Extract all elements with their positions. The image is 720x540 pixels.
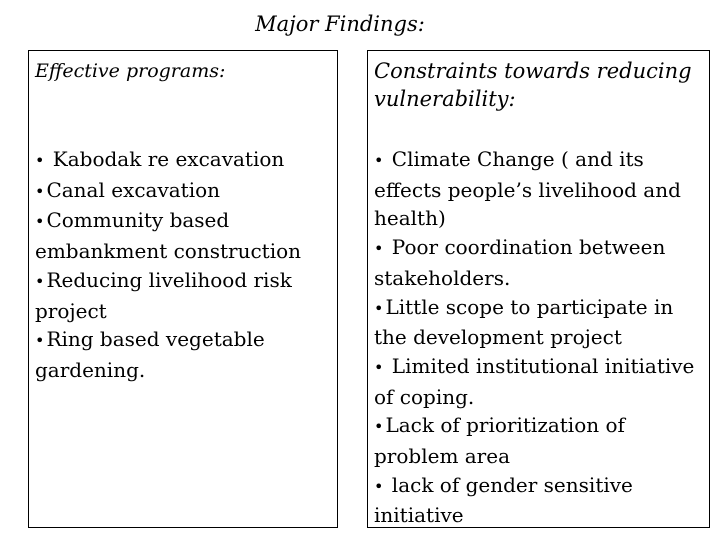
bullet-icon: • <box>35 331 45 351</box>
bullet-icon: • <box>374 239 384 259</box>
bullet-icon: • <box>35 212 45 232</box>
bullet-icon: • <box>374 151 384 170</box>
effective-programs-list <box>35 145 331 385</box>
bullet-icon: • <box>35 181 45 201</box>
list-item: • Limited institutional initiative of coping. <box>374 353 695 409</box>
list-item: • Climate Change ( and its effects people’s livelihood and health) <box>374 147 681 231</box>
bullet-icon: • <box>374 476 384 496</box>
constraints-panel <box>367 50 710 528</box>
list-item: • Poor coordination between stakeholders. <box>374 235 666 290</box>
bullet-icon: • <box>35 151 45 170</box>
list-item: • Little scope to participate in the development project <box>374 294 674 350</box>
list-item: • Canal excavation <box>35 176 331 207</box>
bullet-icon: • <box>35 271 45 291</box>
constraints-list <box>374 145 703 530</box>
bullet-icon: • <box>374 357 384 377</box>
bullet-icon: • <box>374 298 384 318</box>
list-item: • lack of gender sensitive initiative <box>374 472 633 528</box>
list-item: • Community based embankment construction <box>35 208 302 264</box>
bullet-icon: • <box>374 417 384 437</box>
list-item: • Kabodak re excavation <box>35 145 331 176</box>
constraints-heading: Constraints towards reducing vulnerability: <box>374 59 692 111</box>
effective-programs-heading: Effective programs: <box>35 60 226 82</box>
list-item: • Reducing livelihood risk project <box>35 267 292 323</box>
list-item: • Lack of prioritization of problem area <box>374 413 625 469</box>
list-item: • Ring based vegetable gardening. <box>35 327 265 382</box>
effective-programs-panel <box>28 50 338 528</box>
page-title: Major Findings: <box>255 12 425 36</box>
